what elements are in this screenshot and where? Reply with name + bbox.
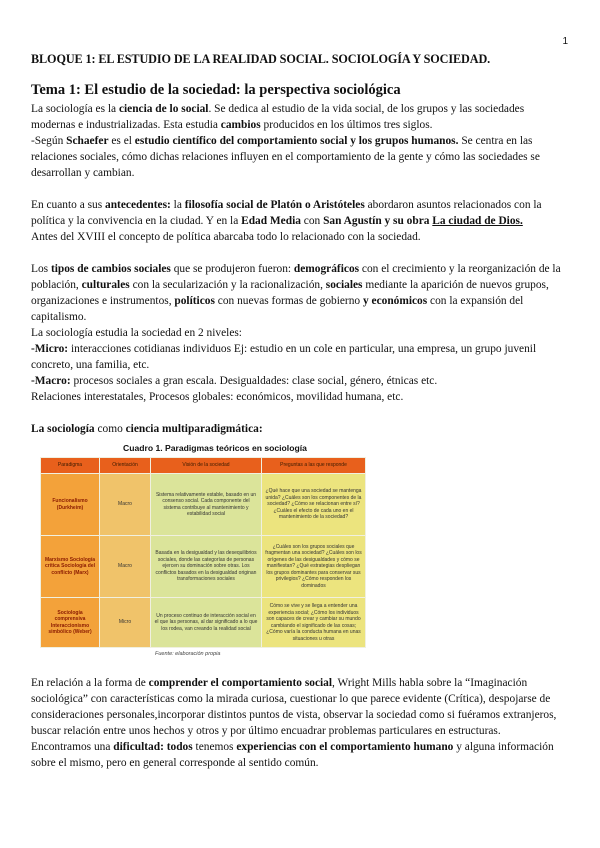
text: que se produjeron fueron:	[170, 263, 294, 275]
column-header: Orientación	[100, 458, 151, 474]
bold-term: dificultad: todos	[113, 741, 193, 753]
document-body	[31, 52, 571, 771]
bold-term: -Micro:	[31, 343, 69, 355]
spacer	[31, 405, 571, 421]
cell-preguntas: Cómo se vive y se llega a entender una experiencia social; ¿Cómo los individuos son capaces de crear y cambiar su mundo cambiando el significado de las cosas; ¿Cómo varía la conducta humana en unas situaciones u otras	[262, 598, 366, 648]
text: como	[94, 423, 126, 435]
text: -Según	[31, 135, 67, 147]
block-title: BLOQUE 1: EL ESTUDIO DE LA REALIDAD SOCIAL. SOCIOLOGÍA Y SOCIEDAD.	[31, 52, 491, 66]
bold-term: culturales	[81, 279, 130, 291]
text: tenemos	[192, 741, 237, 753]
text: . Se dedica al estudio de la vida social, de los grupos y las sociedades modernas e industrializadas. Esta estudia	[31, 103, 525, 131]
bold-term: Edad Media	[241, 215, 301, 227]
cell-preguntas: ¿Cuáles son los grupos sociales que fragmentan una sociedad? ¿Cuáles son los orígenes de las desigualdades y cómo se manifiestan? ¿Qué estrategias despliegan los grupos dominantes para conservar sus privilegios? ¿Cómo responden los dominados	[262, 536, 366, 598]
bold-term: políticos	[174, 295, 215, 307]
bold-term: demográficos	[293, 263, 360, 275]
bold-term: antecedentes:	[105, 199, 171, 211]
bold-term: -Macro:	[31, 375, 71, 387]
cell-preguntas: ¿Qué hace que una sociedad se mantenga unida? ¿Cuáles son los componentes de la sociedad? ¿Cómo se relacionan entre sí? ¿Cuáles el efecto de cada uno en el mantenimiento de la sociedad?	[262, 474, 366, 536]
figure-title: Cuadro 1. Paradigmas teóricos en sociología	[123, 443, 307, 453]
text: y alguna información sobre el mismo, pero en general corresponde al sentido común.	[31, 741, 554, 769]
paragraph-antecedentes	[31, 197, 571, 245]
cell-orientacion: Macro	[100, 474, 151, 536]
topic-title-text: Tema 1: El estudio de la sociedad: la perspectiva sociológica	[31, 82, 401, 98]
text: abordaron asuntos relacionados con la política y la convivencia en la ciudad. Y en la	[31, 199, 542, 227]
column-header: Preguntas a las que responde	[262, 458, 366, 474]
column-header: Visión de la sociedad	[151, 458, 262, 474]
paragraph-cambios	[31, 261, 571, 325]
cell-vision: Basada en la desigualdad y las desequilibrios sociales, donde las categorías de personas ejercen su dominación sobre otras. Los conflictos basados en la desigualdad originan transformaciones sociales	[151, 536, 262, 598]
bold-term: cambios	[220, 119, 261, 131]
bold-term: Schaefer	[66, 135, 109, 147]
cell-vision: Un proceso continuo de interacción social en el que las personas, al dar significado a lo que los rodea, van creando la realidad social	[151, 598, 262, 648]
cell-paradigma: Sociología comprensiva Interaccionismo simbólico (Weber)	[41, 598, 100, 648]
text: Se centra en las relaciones sociales, cómo dichas relaciones influyen en el comportamiento de la gente y cómo las sociedades se desarrollan y cambian.	[31, 135, 540, 179]
paragraph-schaefer	[31, 133, 571, 181]
cell-orientacion: Micro	[100, 598, 151, 648]
bold-term: filosofía social de Platón o Aristóteles	[184, 199, 365, 211]
text: con	[300, 215, 324, 227]
text: En relación a la forma de	[31, 677, 149, 689]
underlined-title: La ciudad de Dios.	[432, 215, 523, 227]
topic-title	[31, 82, 571, 99]
spacer	[31, 245, 571, 261]
table-row	[41, 474, 366, 536]
bold-term: estudio científico del comportamiento social y los grupos humanos.	[134, 135, 459, 147]
paragraph-niveles: La sociología estudia la sociedad en 2 niveles:	[31, 327, 242, 339]
text: la	[170, 199, 185, 211]
bold-term: comprender el comportamiento social	[148, 677, 333, 689]
paragraph-multiparadigmatica	[31, 421, 571, 437]
text: La sociología es la	[31, 103, 119, 115]
bold-term: La sociología	[31, 423, 95, 435]
text: con la expansión del capitalismo.	[31, 295, 524, 323]
page-number: 1	[562, 36, 568, 47]
cell-paradigma: Funcionalismo (Durkheim)	[41, 474, 100, 536]
bold-term: ciencia multiparadigmática:	[125, 423, 263, 435]
text: con el crecimiento y la reorganización de la población,	[31, 263, 561, 291]
bold-term: San Agustín y su obra	[323, 215, 433, 227]
paragraph-dificultad	[31, 739, 571, 771]
spacer	[31, 181, 571, 197]
text: En cuanto a sus	[31, 199, 106, 211]
paragraph-micro	[31, 341, 571, 373]
paradigm-table	[40, 457, 366, 648]
table-header-row	[41, 458, 366, 474]
cell-paradigma: Marxismo Sociología crítica Sociología del conflicto (Marx)	[41, 536, 100, 598]
text: procesos sociales a gran escala. Desigualdades: clase social, género, étnicas etc.	[70, 375, 438, 387]
bold-term: experiencias con el comportamiento humano	[236, 741, 454, 753]
table-row	[41, 598, 366, 648]
text: , Wright Mills habla sobre la “Imaginación sociológica” con características como la mirada curiosa, cuestionar lo que parece evidente (Crítica), despojarse de consideraciones personales,incorporar distintos puntos de vista, observar la sociedad como si fuéramos extranjeros, buscar relación entre unos hechos y otros y por último encuadrar problemas particulares en estructuras.	[31, 677, 557, 737]
text: producidos en los últimos tres siglos.	[260, 119, 433, 131]
text: mediante la aparición de nuevos grupos, organizaciones e instrumentos,	[31, 279, 549, 307]
paragraph-definition	[31, 101, 571, 133]
text: con la secularización y la racionalización,	[129, 279, 326, 291]
paradigm-figure	[31, 443, 571, 657]
paragraph-relaciones: Relaciones interestatales, Procesos globales: económicos, movilidad humana, etc.	[31, 391, 404, 403]
bold-term: y económicos	[362, 295, 428, 307]
table-row	[41, 536, 366, 598]
text: con nuevas formas de gobierno	[214, 295, 363, 307]
cell-orientacion: Macro	[100, 536, 151, 598]
text: Encontramos una	[31, 741, 114, 753]
bold-term: ciencia de lo social	[118, 103, 209, 115]
text: Antes del XVIII el concepto de política abarcaba todo lo relacionado con la sociedad.	[31, 231, 421, 243]
paragraph-imaginacion	[31, 675, 571, 739]
text: Los	[31, 263, 51, 275]
figure-source: Fuente: elaboración propia	[155, 651, 221, 657]
cell-vision: Sistema relativamente estable, basado en un consenso social. Cada componente del sistema contribuye al mantenimiento y estabilidad social	[151, 474, 262, 536]
bold-term: tipos de cambios sociales	[50, 263, 171, 275]
bold-term: sociales	[325, 279, 363, 291]
paragraph-macro	[31, 373, 571, 389]
text: es el	[108, 135, 135, 147]
column-header: Paradigma	[41, 458, 100, 474]
text: interacciones cotidianas individuos Ej: estudio en un cole en particular, una empresa, un grupo juvenil concreto, una familia, etc.	[31, 343, 537, 371]
